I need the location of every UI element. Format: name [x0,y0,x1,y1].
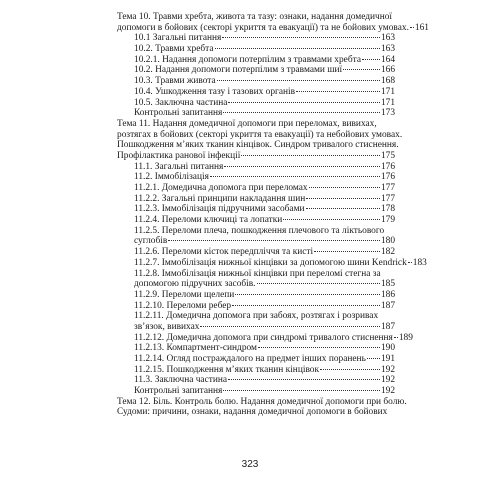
toc-page-number: 171 [380,86,395,97]
toc-entry-title: 11.2.10. Переломи ребер [134,300,232,311]
toc-entry-title: Контрольні запитання [134,386,223,397]
table-of-contents [117,12,429,418]
toc-dot-leader [222,37,380,38]
toc-entry [117,98,395,109]
toc-dot-leader [223,112,380,113]
toc-entry-title: 11.2.4. Переломи ключиці та лопатки [134,215,283,226]
toc-entry [117,257,427,269]
toc-entry-line: 11.2.5. Переломи плеча, пошкодження плечового та ліктьового [134,225,385,236]
toc-page-number: 189 [398,332,413,343]
toc-entry-title: 11.2.12. Домедична допомога при синдромі тривалого стиснення [134,332,393,343]
toc-dot-leader [241,155,380,156]
toc-entry [117,375,395,386]
toc-entry [117,183,395,194]
toc-entry [117,172,395,183]
toc-dot-leader [232,305,380,306]
toc-entry [117,343,395,354]
toc-page-number: 190 [380,343,395,354]
toc-entry-line: розтягах в бойових (секторі укриття та евакуації) та небойових умовах. [117,129,403,140]
toc-entry-line: Тема 12. Біль. Контроль болю. Надання домедичної допомоги при болю. [117,396,407,407]
toc-dot-leader [210,176,380,177]
toc-page-number: 173 [380,108,395,119]
toc-entry-title: 11.2.9. Переломи щелепи [134,289,235,300]
toc-page-number: 177 [380,183,395,193]
toc-entry-title: 11.1. Загальні питання [134,161,224,172]
toc-entry-title: 11.2.13. Компартмент-синдром [134,343,257,354]
toc-entry-title: 11.2.7. Іммобілізація нижньої кінцівки за допомогою шини Kendrick [134,257,407,268]
toc-page-number: 164 [380,54,395,65]
toc-page-number: 192 [380,386,395,397]
toc-dot-leader [228,379,380,380]
toc-entry-title: 11.3. Заключна частина [134,375,228,386]
toc-page-number: 191 [380,354,395,364]
toc-entry-title: 10.3. Травми живота [134,76,216,87]
toc-entry [117,151,395,162]
toc-entry-line: Судоми: причини, ознаки, надання домедичної допомоги в бойових [117,407,388,418]
toc-entry-title: 10.2.1. Надання допомоги потерпілим з травмами хребта [134,54,361,65]
toc-page-number: 186 [380,289,395,300]
toc-entry [117,204,395,215]
toc-dot-leader [257,283,380,284]
toc-dot-leader [408,262,412,263]
toc-entry-line: 11.2.11. Домедична допомога при забоях, розтягах і розривах [134,311,379,322]
toc-entry [117,55,395,66]
toc-dot-leader [223,390,380,391]
toc-dot-leader [362,59,380,60]
toc-page-number: 179 [380,215,395,226]
toc-page-number: 192 [380,375,395,386]
toc-entry [117,33,395,44]
toc-page-number: 183 [412,257,427,268]
toc-entry-line: 11.2.8. Іммобілізація нижньої кінцівки при переломі стегна за [134,268,381,279]
toc-entry [117,386,395,397]
toc-entry-title: 10.2. Надання допомоги потерпілим з травмами шиї [134,65,343,76]
toc-entry-line: Тема 11. Надання домедичної допомоги при переломах, вивихах, [117,118,377,129]
toc-entry-title: 11.2.14. Огляд постраждалого на предмет інших поранень [134,354,366,364]
toc-page-number: 171 [380,97,395,108]
toc-entry [117,22,429,34]
toc-dot-leader [309,187,380,188]
toc-page-number: 178 [380,204,395,215]
toc-page-number: 163 [380,33,395,44]
toc-entry-title: допомогою підручних засобів. [134,279,256,290]
toc-dot-leader [200,326,379,327]
toc-page-number: 180 [380,236,395,247]
toc-entry-title: 10.2. Травми хребта [134,44,214,55]
toc-entry [117,162,395,173]
toc-entry-title: Тема 10. Травми хребта, живота та тазу: ознаки, надання домедичної [117,12,393,22]
toc-entry [117,332,413,344]
toc-page-number: 182 [380,247,395,258]
toc-dot-leader [283,219,380,220]
toc-dot-leader [258,347,380,348]
toc-entry [117,322,395,333]
toc-entry-title: суглобів [134,236,168,247]
toc-entry [117,76,395,87]
toc-entry [117,354,395,365]
toc-dot-leader [215,48,380,49]
toc-dot-leader [367,358,380,359]
toc-entry [117,365,395,376]
toc-entry [117,44,395,55]
toc-entry-title: 11.2.2. Загальні принципи накладання шин [134,193,306,204]
toc-entry-title: 10.1 Загальні питання [134,33,222,44]
toc-dot-leader [320,369,380,370]
toc-page-number: 163 [380,44,395,55]
toc-page-number: 185 [380,279,395,290]
toc-entry-title: 11.2. Іммобілізація [134,172,209,183]
toc-entry [117,279,395,290]
toc-dot-leader [168,240,380,241]
toc-dot-leader [228,102,380,103]
toc-dot-leader [224,166,380,167]
toc-page-number: 161 [414,22,429,33]
toc-dot-leader [343,69,380,70]
toc-page-number: 177 [380,193,395,204]
toc-entry [117,301,395,312]
toc-page-number: 176 [380,172,395,183]
toc-entry-title: допомоги в бойових (секторі укриття та евакуації) та не бойових умовах. [117,22,409,33]
toc-dot-leader [314,251,380,252]
toc-page-number: 187 [380,321,395,332]
toc-entry-title: 10.5. Заключна частина [134,97,228,108]
toc-entry [117,12,395,23]
toc-entry-title: 11.2.6. Переломи кісток передпліччя та кисті [134,247,314,258]
toc-entry [117,108,395,119]
toc-page-number: 187 [380,300,395,311]
toc-dot-leader [394,337,398,338]
toc-entry-title: зв’язок, вивихах [134,321,200,332]
toc-entry [117,236,395,247]
toc-page-number: 175 [380,150,395,161]
toc-entry-title: 11.2.15. Пошкодження м’яких тканин кінцівок [134,364,320,375]
toc-page-number: 176 [380,161,395,172]
toc-entry [117,247,395,258]
page-number: 323 [241,459,259,470]
toc-entry-title: Профілактика ранової інфекції [117,150,241,161]
toc-page-number: 168 [380,76,395,87]
toc-entry [117,215,395,226]
toc-entry [117,65,395,76]
toc-dot-leader [217,80,380,81]
toc-dot-leader [306,198,380,199]
toc-entry [117,290,395,301]
toc-dot-leader [306,208,380,209]
toc-dot-leader [235,294,380,295]
toc-entry [117,194,395,205]
toc-entry-title: 11.2.3. Іммобілізація підручними засобами [134,204,305,215]
toc-dot-leader [296,91,380,92]
toc-dot-leader [410,27,414,28]
toc-entry-title: 10.4. Ушкодження тазу і тазових органів [134,86,296,97]
toc-entry-title: 11.2.1. Домедична допомога при переломах [134,183,308,193]
toc-entry-line: Пошкодження м’яких тканин кінцівок. Синдром тривалого стиснення. [117,140,399,151]
toc-page-number: 192 [380,364,395,375]
toc-page-number: 166 [380,65,395,76]
toc-entry-title: Контрольні запитання [134,108,223,119]
toc-entry [117,87,395,98]
